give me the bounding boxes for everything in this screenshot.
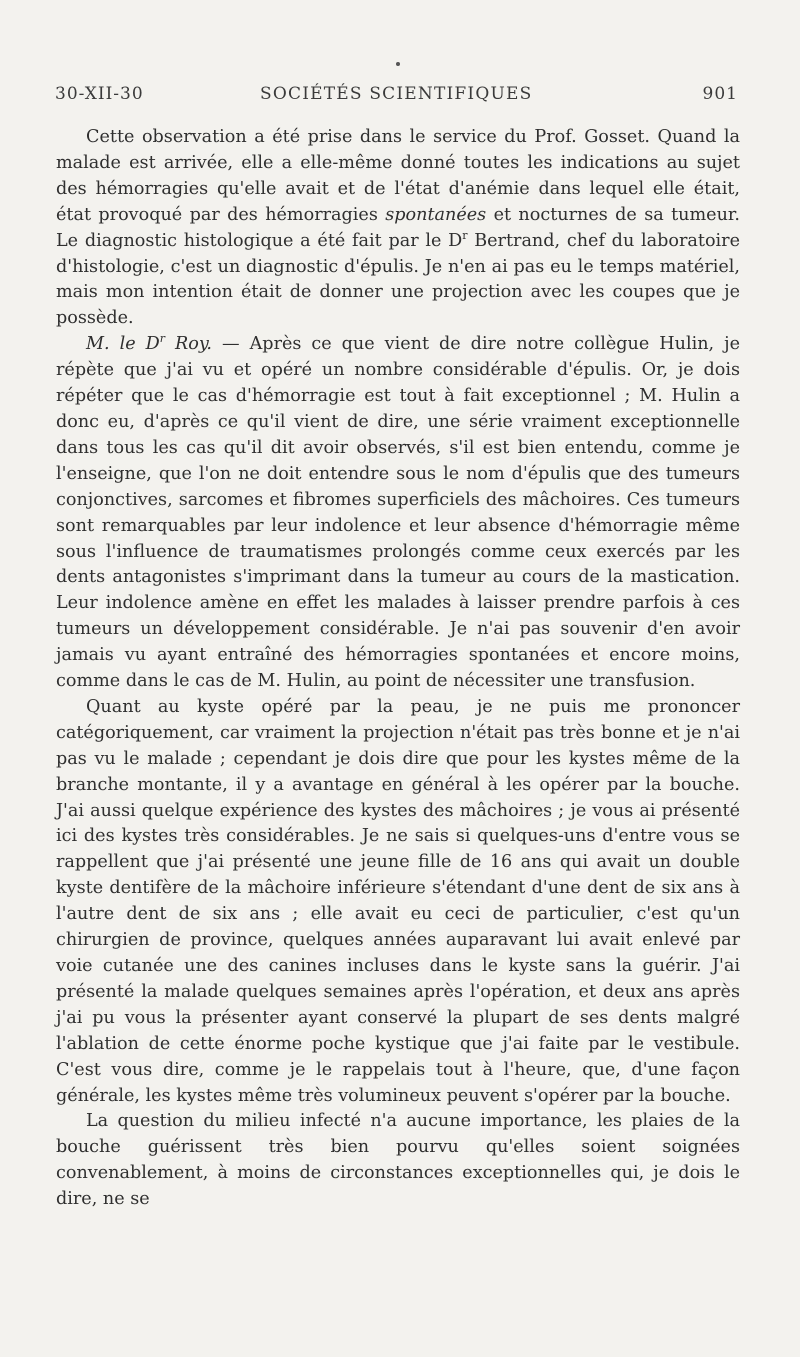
ink-dot — [396, 62, 400, 66]
paragraph-3: Quant au kyste opéré par la peau, je ne puis me prononcer catégoriquement, car vraiment la projection n'était pas très bonne et je n'ai pas vu le malade ; cependant je dois dire que pour les kystes même de la branche montante, il y a avantage en général à les opérer par la bouche. J'ai aussi quelque expérience des kystes des mâchoires ; je vous ai présenté ici des kystes très considérables. Je ne sais si quelques-uns d'entre vous se rappellent que j'ai présenté une jeune fille de 16 ans qui avait un double kyste dentifère de la mâchoire inférieure s'étendant d'une dent de six ans à l'autre dent de six ans ; elle avait eu ceci de particulier, c'est qu'un chirurgien de province, quelques années auparavant lui avait enlevé par voie cutanée une des canines incluses dans le kyste sans la guérir. J'ai présenté la malade quelques semaines après l'opération, et deux ans après j'ai pu vous la présenter ayant conservé la plupart de ses dents malgré l'ablation de cette énorme poche kystique que j'ai faite par le vestibule. C'est vous dire, comme je le rappelais tout à l'heure, que, d'une façon générale, les kystes même très volumineux peuvent s'opérer par la bouche. — [56, 696, 740, 1106]
speaker-name: M. le $D^r$ Roy. — [86, 332, 213, 355]
paragraph-2: M. le $D^r$ Roy. — Après ce que vient de dire notre collègue Hulin, je répète que j'ai vu et opéré un nombre considérable d'épulis. Or, je dois répéter que le cas d'hémorragie est tout à fait exceptionnel ; M. Hulin a donc eu, d'après ce qu'il vient de dire, une série vraiment exceptionnelle dans tous les cas qu'il dit avoir observés, s'il est bien entendu, comme je l'enseigne, que l'on ne doit entendre sous le nom d'épulis que des tumeurs conjonctives, sarcomes et fibromes superficiels des mâchoires. Ces tumeurs sont remarquables par leur indolence et leur absence d'hémorragie même sous l'influence de traumatismes prolongés comme ceux exercés par les dents antagonistes s'imprimant dans la tumeur au cours de la mastication. Leur indolence amène en effet les malades à laisser prendre parfois à ces tumeurs un développement considérable. Je n'ai pas souvenir d'en avoir jamais vu ayant entraîné des hémorragies spontanées et encore moins, comme dans le cas de M. Hulin, au point de nécessiter une transfusion. — [56, 332, 740, 692]
running-header — [55, 84, 738, 112]
header-date: 30-XII-30 — [55, 84, 144, 104]
paragraph-4: La question du milieu infecté n'a aucune importance, les plaies de la bouche guérissent très bien pourvu qu'elles soient soignées convenablement, à moins de circonstances exceptionnelles qui, je dois le dire, ne se — [56, 1111, 740, 1210]
body-text — [56, 125, 740, 1213]
paragraph-1: Cette observation a été prise dans le service du Prof. Gosset. Quand la malade est arrivée, elle a elle-même donné toutes les indications au sujet des hémorragies qu'elle avait et de l'état d'anémie dans lequel elle était, état provoqué par des hémorragies spontanées et nocturnes de sa tumeur. Le diagnostic histologique a été fait par le $D^r$ Bertrand, chef du laboratoire d'histologie, c'est un diagnostic d'épulis. Je n'en ai pas eu le temps matériel, mais mon intention était de donner une projection avec les coupes que je possède. — [56, 127, 740, 329]
header-title: SOCIÉTÉS SCIENTIFIQUES — [260, 84, 533, 104]
page-number: 901 — [702, 84, 738, 104]
emphasis: spontanées — [385, 204, 487, 225]
